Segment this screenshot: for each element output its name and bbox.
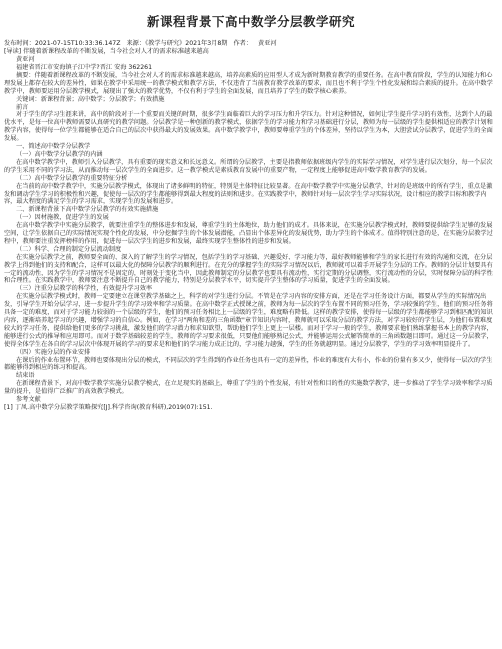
- publish-time: 发布时间：2021-07-15T10:33:36.147Z: [4, 40, 121, 47]
- subsection-heading: （三）注重分层教学的科学性，有效提升学习效率: [16, 285, 153, 293]
- keywords: 关键词：新课程背景；高中数学；分层教学；有效措施: [16, 95, 165, 103]
- foreword-paragraph: 对于学生的学习生涯来讲，高中的阶段对于一个重要而关键的时期，很多学生面临着巨大的学习压力和升学压力。针对这种情况，如何让学生提升学习的有效性，达到个人的最优水平，是每一位高中教师需要认真研究的教学问题。分层教学是一种创新的教学模式，依据学生的学习能力和学习基础进行分层，教师为每一层级的学生提供相适应的教学计划和教学内容，使得每一位学生都能够在适合自己的层次中获得最大的发展效果。高中数学教学中，教师要尊重学生的个体差异，坚持以学生为本，大胆尝试分层教学，促进学生的全面发展。: [4, 111, 493, 143]
- author-block-name: 黄亚河: [16, 56, 35, 64]
- article-source: 来源：《教学与研究》2021年3月8期: [126, 40, 228, 47]
- body-paragraph: 在高中数学教学中，教师引入分层教学，具有重要的现实意义和长远意义。所谓的分层教学，主要是指教师依据班级内学生的实际学习情况，对学生进行层次划分，每一个层次的学生采用不同的学习法，从而推动每一层次学生的全面进步。这一教学模式是素质教育发展中的重要产物，一定程度上能够促进高中数学教育教学的发展。: [4, 158, 493, 174]
- reference-item: [1] 丁凤.高中数学分层教学策略探究[J].科学咨询(教育科研),2019(07):151.: [4, 403, 213, 411]
- body-paragraph: 在高中数学教学中实施分层教学，就要注重学生的整体进步和发展，尊重学生的主体地位，助力他们的成才。具体来说，在实施分层教学模式时，教师要提供给学生足够的发展空间，让学生依据自己的实际情况实现个性化的发展，中分挖掘学生的个体发展潜能，凸显出个体差异化的发展优势，助力学生的个体成才。值得特别注意的是，在实施分层教学过程中，教师要注重发挥榜样的作用，促进每一层次学生的进步和发展，最终实现学生整体性的进步和发展。: [4, 222, 493, 245]
- references-heading: 参考文献: [16, 396, 41, 404]
- section-heading: 一、简述高中数学分层教学: [16, 143, 91, 151]
- conclusion-paragraph: 在新课程背景下，对高中数学教学实施分层教学模式，在立足现实的基础上，尊重了学生的个性发展，有针对性和目的性的实施数学教学，进一步推动了学生学习效率和学习质量的提升，是值得广泛推广的高效教学模式。: [4, 380, 493, 396]
- conclusion-heading: 结束语: [16, 372, 35, 380]
- author-label: 作者：: [233, 40, 253, 47]
- subsection-heading: （一）因材施教，促进学生的发展: [16, 214, 109, 222]
- body-paragraph: 在实施分层教学之前，教师要全面的、深入的了解学生的学习情况，包括学生的学习基础、兴趣爱好、学习能力等，最好教师能够和学生的家长进行有效的沟通和交流，在分层教学上得到他们的支持和配合，这样可以最大化的保障分层教学的顺利进行。在充分的掌握学生的实际学习情况以后，教师就可以着手开展学生分层的工作。教师的分层计划要具有一定的流动性，因为学生的学习情况不是固定的，时刻处于变化当中，因此教师制定的分层教学也要具有流动性，实行定期的分层调整，实行流动性的分层，实时保障分层的科学性和合理性。在实践教学中，教师要注意不断提升自己的教学能力，特别是分层教学水平，切实提升学生整体的学习质量，促进学生的全面发展。: [4, 253, 493, 285]
- body-paragraph: 在实施分层教学模式时，教师一定要建立在课堂教学基础之上，科学的对学生进行分层。不管是在学习内容的安排方面，还是在学习任务设计方面，都要从学生的实际情况出发，引导学生开始分层学习，进一步提升学生的学习效率和学习质量。在高中数学正式授课之前，教师为每一层次的学生布置不同的预习任务，学习较强的学生，他们的预习任务将具备一定的难度，而对于学习能力较弱的一个层级的学生，他们的预习任务相比上一层级的学生，难度略有降低。这样的教学安排，使得每一层级的学生都能够学习到相匹配的知识内容，逐渐培养起学习的兴趣，增强学习的自信心。例如，在学习"两角和差的三角函数"章节知识内容时，教师就可以采取分层的教学方法，对学习较好的学生层，为他们布置难度较大的学习任务，提供给他们更多的学习挑战，激发他们的学习潜力和求知欲望，帮助他们学生上更上一层楼。而对于学习一般的学生，教师要求他们熟练掌握书本上的教学内容，能够进行公式的推导和应用即可。而对于数学基础较差的学生，教师的学习要求很低，只要他们能够熟记公式，并能够运用公式解答简单的三角函数题目即可。通过这一分层教学，使得全体学生在各自的学习层次中体现开展的学习的要求是和他们的学习能力成正比的，学习能力越强，学生的任务就越明显。通过分层教学，学生的学习效率明显提升了。: [4, 293, 493, 348]
- article-title: 新课程背景下高中数学分层教学研究: [146, 14, 355, 29]
- author-name: 黄亚河: [258, 40, 277, 47]
- subsection-heading: （四）实施分层的作业安排: [16, 348, 91, 356]
- body-paragraph: 在当前的高中数学教学中，实施分层教学模式，体现出了诸多鲜明的特征，特别是主体特征比较显著。在高中数学教学中实施分层教学，针对的是班级中的所有学生，重点是激发和调动学生学习的积极性和兴趣，促使每一层次的学生都能够得到最大程度的法则和进步。在实践教学中，教师针对每一层次学生学习实际状况，设计相应的教学目标和教学内容，最大程度的满足学生的学习需求，实现学生的发展和进步。: [4, 182, 493, 206]
- author-affiliation: 福建省晋江市安海镇子江中学?晋江 安海 362261: [16, 64, 153, 72]
- section-heading: 二、新课程背景下高中数学分层教学的有效实施措施: [16, 206, 159, 214]
- guide-text: [导读] 伴随着新课程改革的不断发展，当今社会对人才的需求标准越来越高: [4, 48, 209, 56]
- subsection-heading: （二）高中数学分层教学的重要特征分析: [16, 174, 128, 182]
- subsection-heading: （一）高中数学分层教学的内涵: [16, 150, 103, 158]
- subsection-heading: （二）科学、合理的制定分层流动制度: [16, 245, 122, 253]
- article-meta: [4, 40, 498, 48]
- foreword-heading: 前言: [16, 103, 29, 111]
- body-paragraph: 在课后的作业布置环节，教师也要体现出分层的模式，不同层次的学生得到的作业任务也具有一定的差异性，作业的难度有大有小，作业的份量有多又少，使得每一层次的学生都能够得到相应的练习和提高。: [4, 356, 493, 372]
- abstract: 摘要：伴随着新课程改革的不断发展，当今社会对人才的需求标准越来越高，培养高素质的应用型人才成为新时期教育教学的重要任务。在高中教育阶段，学生的认知能力和心理发展上都存在较大的差异性，如果在教学中采用统一的教学模式和教学方法，不仅违背了当前教育教学改革的要求，而且也不利于学生个性化发展和综合素质的提升。在高中数学教学中，教师要运用分层教学模式，展现出了强大的教学优势，不仅有利于学生的全面发展，而且培养了学生的数学核心素养。: [4, 71, 493, 95]
